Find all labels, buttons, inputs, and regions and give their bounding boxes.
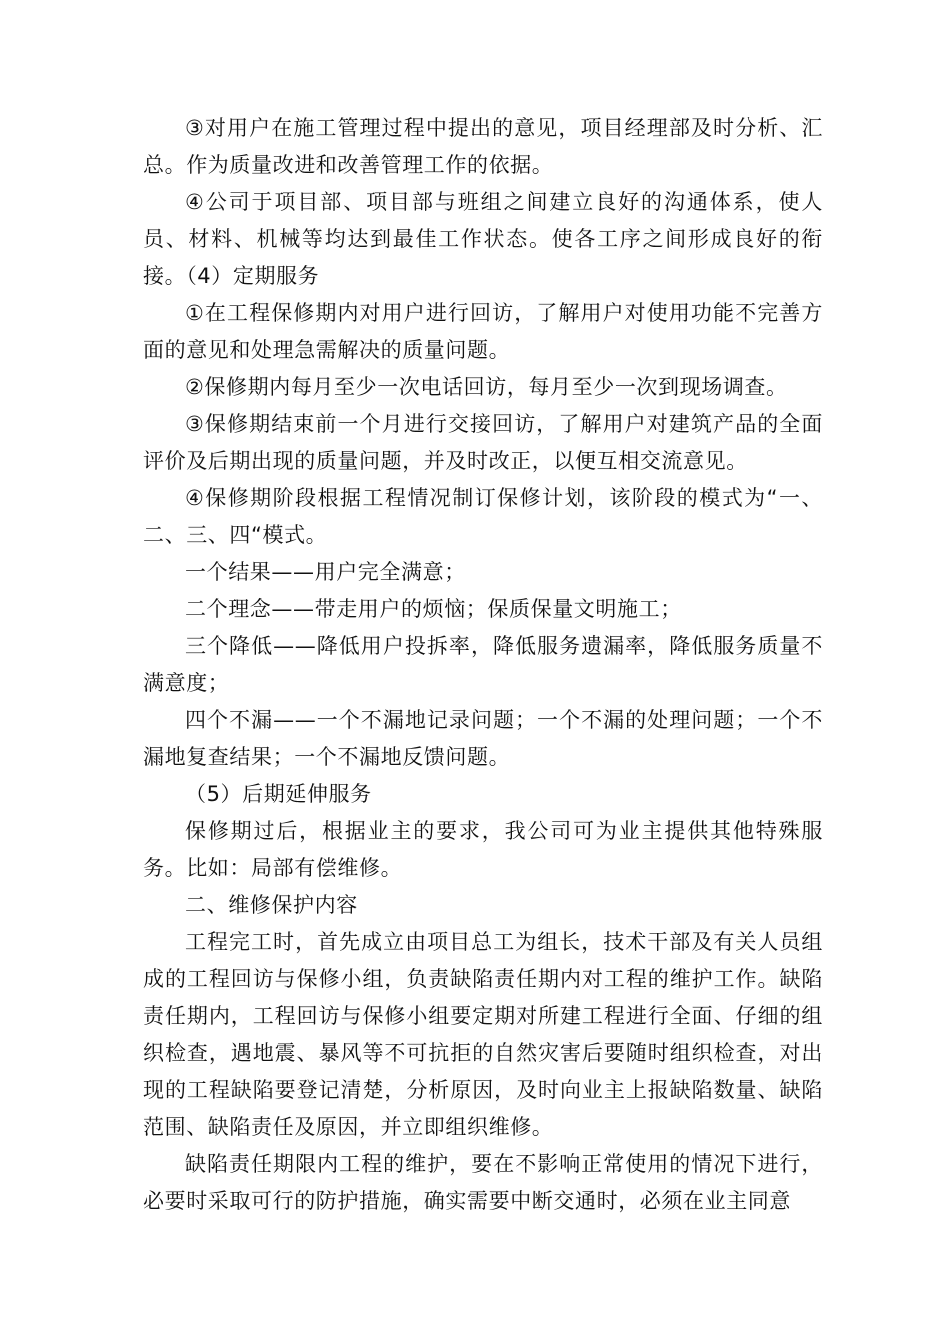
paragraph: 保修期过后，根据业主的要求，我公司可为业主提供其他特殊服务。比如：局部有偿维修。 (143, 819, 823, 880)
paragraph: ④保修期阶段根据工程情况制订保修计划，该阶段的模式为“一、二、三、四“模式。 (143, 486, 823, 547)
paragraph: 二个理念——带走用户的烦恼；保质保量文明施工； (185, 597, 682, 621)
section-heading: （5）后期延伸服务 (185, 782, 372, 806)
section-heading: 二、维修保护内容 (185, 893, 358, 917)
paragraph: 工程完工时，首先成立由项目总工为组长，技术干部及有关人员组成的工程回访与保修小组，负责缺陷责任期内对工程的维护工作。缺陷责任期内，工程回访与保修小组要定期对所建工程进行全面、仔细的组织检查，遇地震、暴风等不可抗拒的自然灾害后要随时组织检查，对出现的工程缺陷要登记清楚，分析原因，及时向业主上报缺陷数量、缺陷范围、缺陷责任及原因，并立即组织维修。 (143, 930, 823, 1139)
paragraph: 一个结果——用户完全满意； (185, 560, 466, 584)
paragraph: 缺陷责任期限内工程的维护，要在不影响正常使用的情况下进行，必要时采取可行的防护措施，确实需要中断交通时，必须在业主同意 (143, 1152, 823, 1213)
paragraph: ③对用户在施工管理过程中提出的意见，项目经理部及时分析、汇总。作为质量改进和改善管理工作的依据。 (143, 116, 823, 177)
paragraph: ①在工程保修期内对用户进行回访，了解用户对使用功能不完善方面的意见和处理急需解决的质量问题。 (143, 301, 823, 362)
document-body (143, 110, 823, 1220)
paragraph: ④公司于项目部、项目部与班组之间建立良好的沟通体系，使人员、材料、机械等均达到最佳工作状态。使各工序之间形成良好的衔接。（4）定期服务 (143, 190, 823, 288)
paragraph: ③保修期结束前一个月进行交接回访，了解用户对建筑产品的全面评价及后期出现的质量问题，并及时改正，以便互相交流意见。 (143, 412, 823, 473)
paragraph: 三个降低——降低用户投拆率，降低服务遗漏率，降低服务质量不满意度； (143, 634, 823, 695)
paragraph: 四个不漏——一个不漏地记录问题；一个不漏的处理问题；一个不漏地复查结果；一个不漏地反馈问题。 (143, 708, 823, 769)
paragraph: ②保修期内每月至少一次电话回访，每月至少一次到现场调查。 (185, 375, 788, 399)
